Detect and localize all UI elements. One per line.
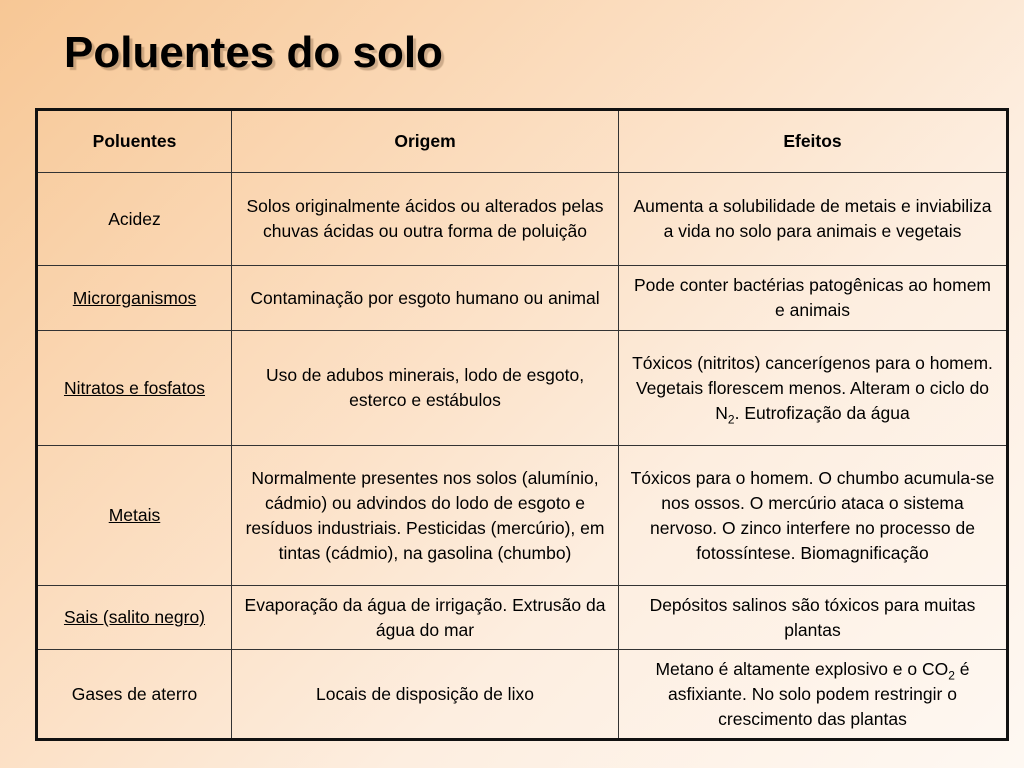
cell-poluente-metais [37, 446, 232, 586]
header-efeitos: Efeitos [619, 110, 1008, 173]
pollutants-table [35, 108, 1009, 741]
subscript: 2 [727, 412, 735, 426]
table-row [37, 446, 1008, 586]
table-row [37, 266, 1008, 331]
efeitos-text-cont: . Eutrofização da água [734, 402, 910, 423]
subscript: 2 [948, 668, 955, 682]
table-row [37, 650, 1008, 740]
slide-title: Poluentes do solo [64, 28, 443, 77]
table-header-row [37, 110, 1008, 173]
cell-efeitos: Aumenta a solubilidade de metais e inviabiliza a vida no solo para animais e vegetais [619, 173, 1008, 266]
cell-efeitos: Pode conter bactérias patogênicas ao homem e animais [619, 266, 1008, 331]
cell-poluente-microrganismos [37, 266, 232, 331]
link-nitratos-e-fosfatos[interactable]: Nitratos e fosfatos [63, 377, 206, 398]
cell-origem: Evaporação da água de irrigação. Extrusão da água do mar [232, 586, 619, 650]
cell-origem: Locais de disposição de lixo [232, 650, 619, 740]
cell-origem: Solos originalmente ácidos ou alterados pelas chuvas ácidas ou outra forma de poluição [232, 173, 619, 266]
table-row [37, 331, 1008, 446]
cell-origem: Uso de adubos minerais, lodo de esgoto, esterco e estábulos [232, 331, 619, 446]
cell-origem: Contaminação por esgoto humano ou animal [232, 266, 619, 331]
cell-poluente-nitratos [37, 331, 232, 446]
cell-poluente-gases: Gases de aterro [37, 650, 232, 740]
efeitos-text: Tóxicos (nitritos) cancerígenos para o homem. Vegetais florescem menos. Alteram o ciclo do N [632, 352, 993, 423]
efeitos-text-cont: é asfixiante. No solo podem restringir o crescimento das plantas [668, 658, 970, 729]
link-microrganismos[interactable]: Microrganismos [72, 287, 197, 308]
table-row [37, 173, 1008, 266]
cell-poluente-acidez: Acidez [37, 173, 232, 266]
efeitos-text: Metano é altamente explosivo e o CO [655, 658, 949, 679]
header-origem: Origem [232, 110, 619, 173]
cell-efeitos [619, 331, 1008, 446]
header-poluentes: Poluentes [37, 110, 232, 173]
cell-efeitos: Tóxicos para o homem. O chumbo acumula-se nos ossos. O mercúrio ataca o sistema nervoso. O zinco interfere no processo de fotossíntese. Biomagnificação [619, 446, 1008, 586]
link-metais[interactable]: Metais [108, 505, 161, 525]
cell-efeitos [619, 650, 1008, 740]
pollutants-table-container [35, 108, 1006, 729]
cell-efeitos: Depósitos salinos são tóxicos para muitas plantas [619, 586, 1008, 650]
link-sais-salito-negro[interactable]: Sais (salito negro) [63, 607, 206, 627]
cell-poluente-sais [37, 586, 232, 650]
table-row [37, 586, 1008, 650]
cell-origem: Normalmente presentes nos solos (alumínio, cádmio) ou advindos do lodo de esgoto e resíduos industriais. Pesticidas (mercúrio), em tintas (cádmio), na gasolina (chumbo) [232, 446, 619, 586]
